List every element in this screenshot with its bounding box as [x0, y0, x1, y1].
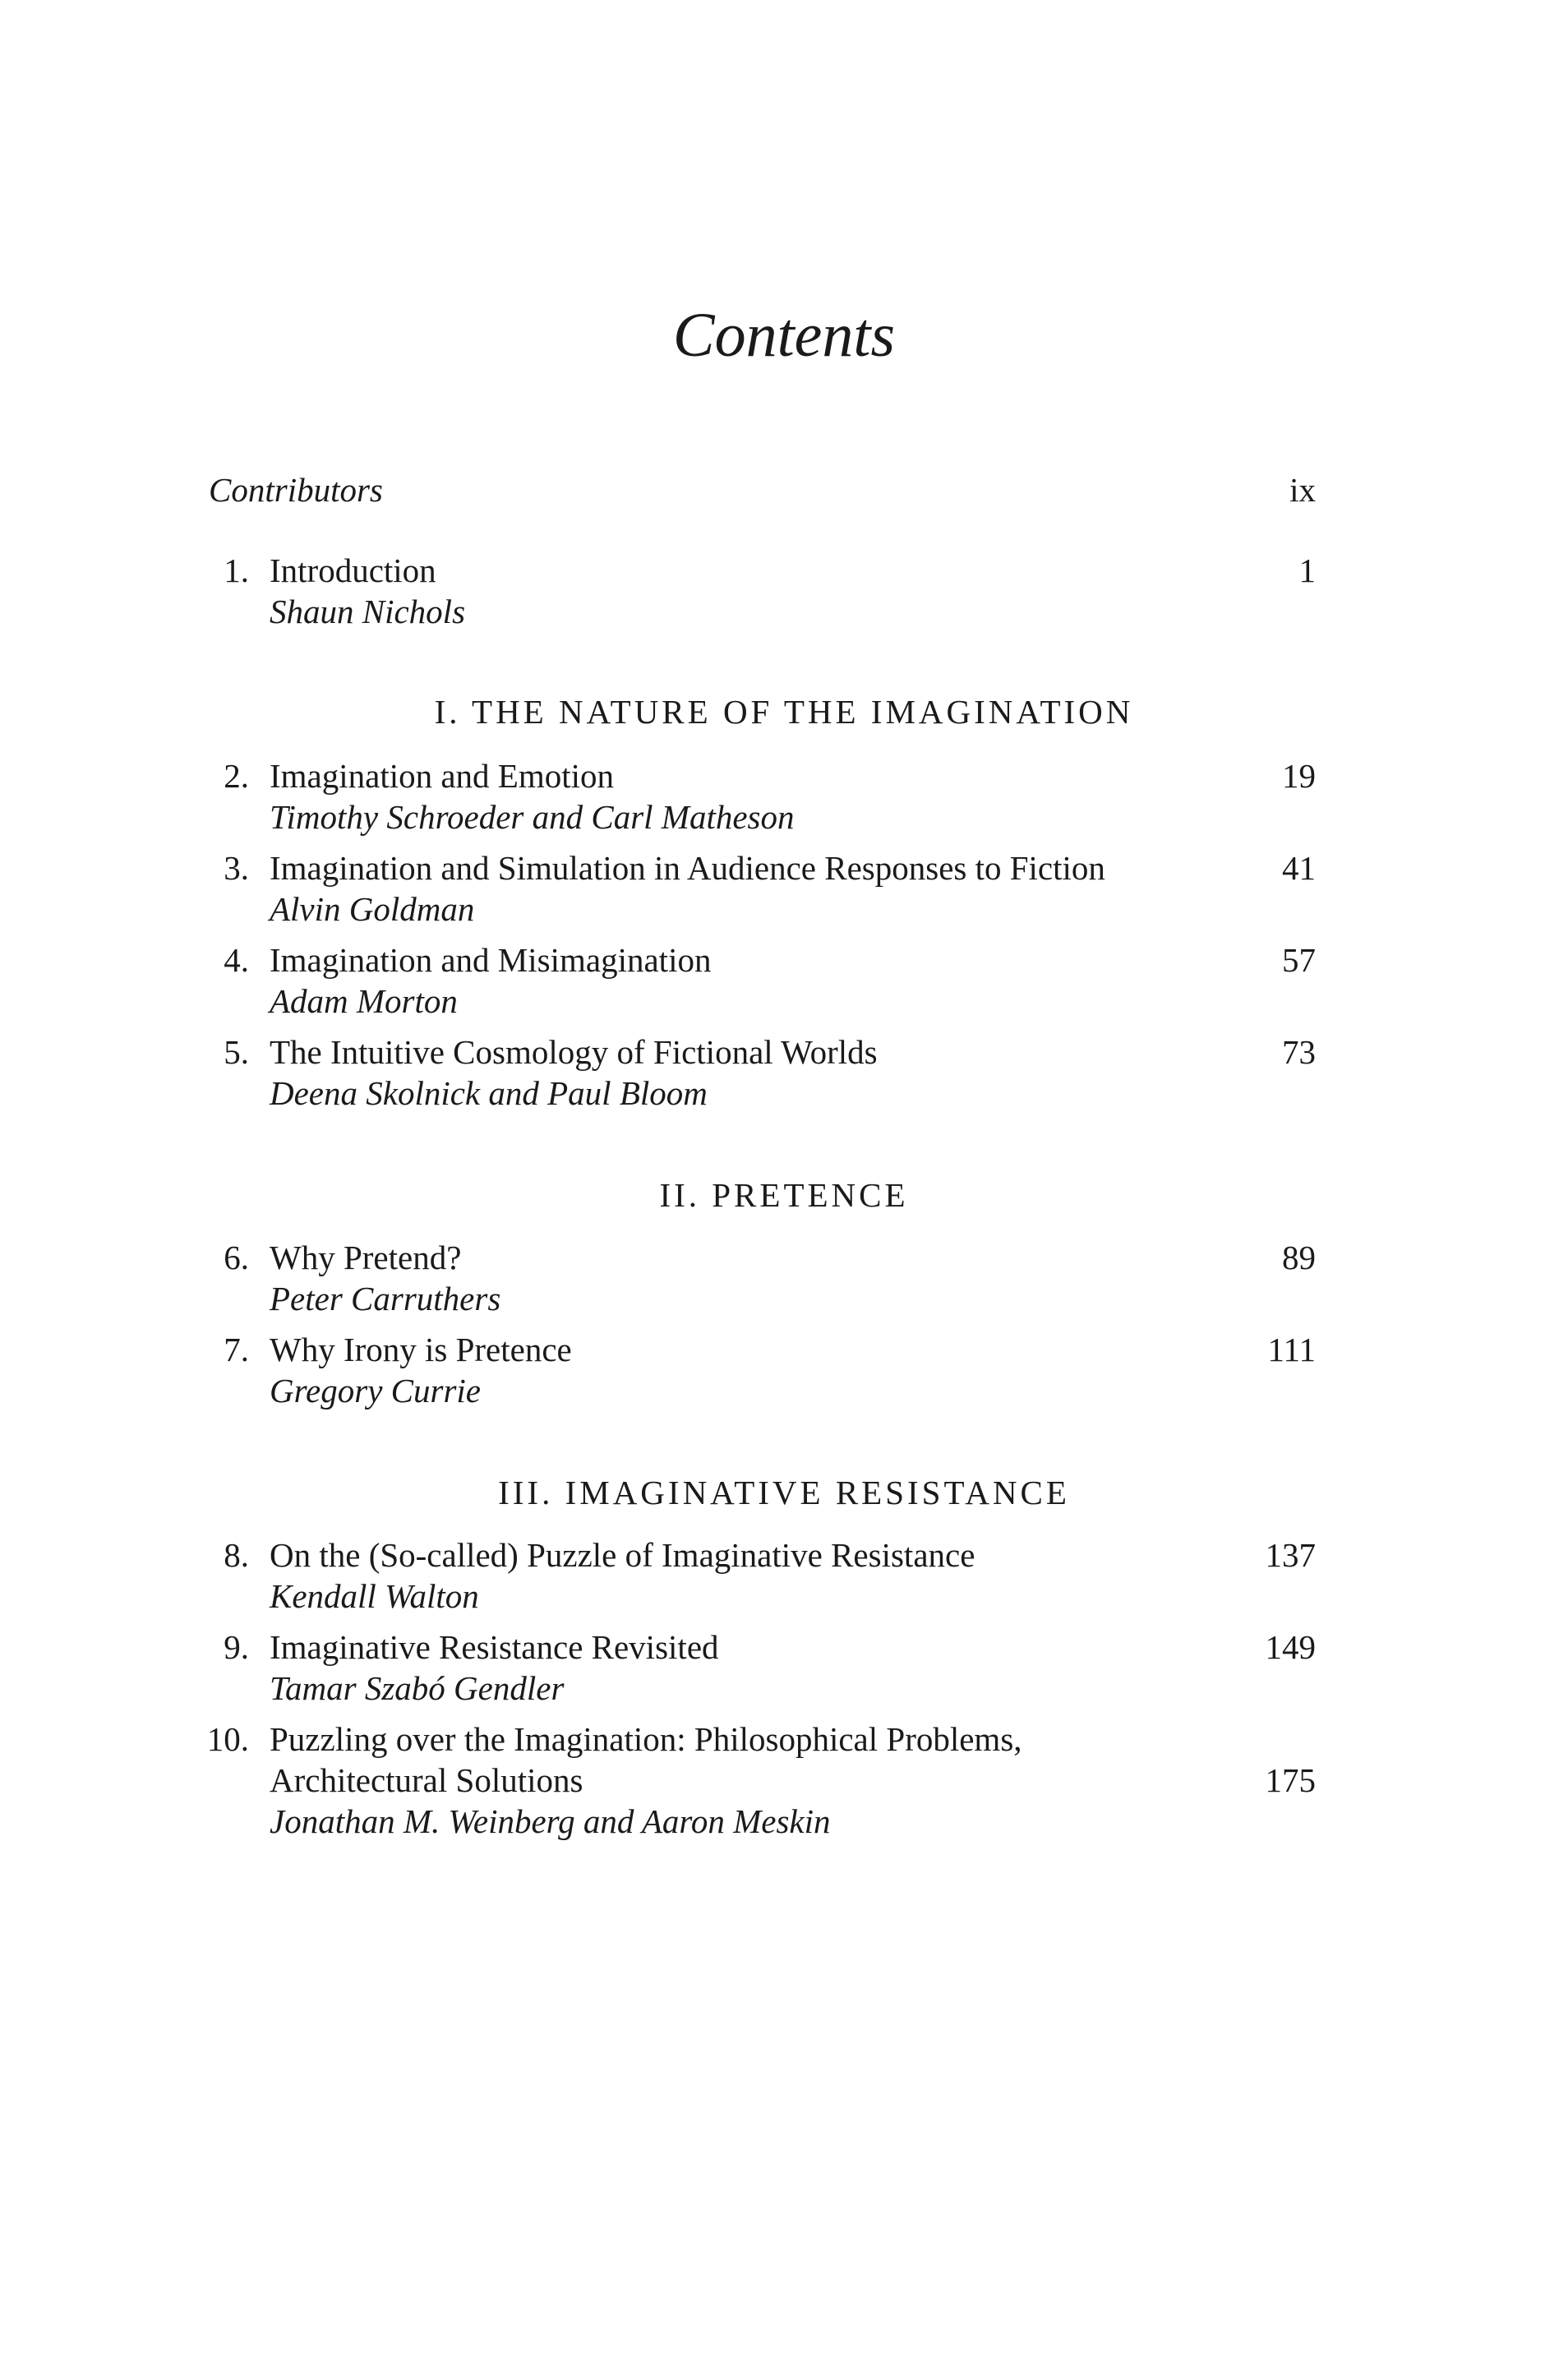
chapter-title-line-2: Architectural Solutions — [270, 1761, 583, 1799]
chapter-page: 111 — [1267, 1331, 1316, 1368]
chapter-author: Tamar Szabó Gendler — [270, 1669, 565, 1707]
chapter-title: Imaginative Resistance Revisited — [270, 1628, 719, 1666]
chapter-author: Gregory Currie — [270, 1372, 481, 1409]
chapter-title: On the (So-called) Puzzle of Imaginative Resistance — [270, 1536, 975, 1574]
toc-entry-10[interactable] — [0, 1718, 1568, 1760]
chapter-page: 41 — [1282, 849, 1316, 887]
chapter-page: 149 — [1265, 1628, 1316, 1666]
chapter-page: 73 — [1282, 1033, 1316, 1071]
toc-contributors[interactable] — [0, 468, 1568, 511]
chapter-number: 1. — [224, 551, 249, 589]
chapter-author: Jonathan M. Weinberg and Aaron Meskin — [270, 1802, 831, 1840]
part-heading-3: III. IMAGINATIVE RESISTANCE — [498, 1474, 1070, 1511]
chapter-title: Introduction — [270, 551, 436, 589]
part-heading-1: I. THE NATURE OF THE IMAGINATION — [434, 693, 1134, 731]
chapter-author: Peter Carruthers — [270, 1280, 501, 1317]
chapter-title-line-1: Puzzling over the Imagination: Philosophical Problems, — [270, 1720, 1022, 1758]
chapter-title: Why Pretend? — [270, 1239, 462, 1276]
chapter-page: 19 — [1282, 757, 1316, 795]
chapter-number: 3. — [224, 849, 249, 887]
chapter-number: 8. — [224, 1536, 249, 1574]
toc-entry-1[interactable] — [0, 549, 1568, 592]
chapter-number: 6. — [224, 1239, 249, 1276]
toc-entry-9[interactable] — [0, 1626, 1568, 1668]
chapter-title: Imagination and Simulation in Audience Responses to Fiction — [270, 849, 1105, 887]
chapter-page: 137 — [1265, 1536, 1316, 1574]
chapter-title: Imagination and Misimagination — [270, 941, 712, 979]
toc-entry-8[interactable] — [0, 1534, 1568, 1576]
chapter-author: Adam Morton — [270, 982, 458, 1020]
toc-entry-7[interactable] — [0, 1328, 1568, 1371]
chapter-number: 9. — [224, 1628, 249, 1666]
chapter-number: 7. — [224, 1331, 249, 1368]
chapter-number: 2. — [224, 757, 249, 795]
toc-entry-6[interactable] — [0, 1236, 1568, 1279]
chapter-number: 4. — [224, 941, 249, 979]
chapter-number: 10. — [206, 1720, 249, 1758]
chapter-author: Kendall Walton — [270, 1577, 479, 1615]
chapter-author: Timothy Schroeder and Carl Matheson — [270, 798, 795, 836]
chapter-author: Shaun Nichols — [270, 593, 466, 630]
chapter-page: 89 — [1282, 1239, 1316, 1276]
toc-entry-4[interactable] — [0, 939, 1568, 981]
toc-entry-3[interactable] — [0, 847, 1568, 889]
chapter-title: Why Irony is Pretence — [270, 1331, 572, 1368]
chapter-title: Imagination and Emotion — [270, 757, 615, 795]
page-title: Contents — [672, 301, 896, 370]
chapter-author: Alvin Goldman — [270, 890, 475, 928]
chapter-page: 1 — [1298, 551, 1316, 589]
toc-entry-2[interactable] — [0, 754, 1568, 797]
contributors-label: Contributors — [209, 471, 383, 509]
chapter-page: 57 — [1282, 941, 1316, 979]
chapter-author: Deena Skolnick and Paul Bloom — [270, 1074, 708, 1112]
contributors-page: ix — [1289, 471, 1316, 509]
chapter-page: 175 — [1265, 1761, 1316, 1799]
part-heading-2: II. PRETENCE — [659, 1176, 909, 1214]
toc-entry-5[interactable] — [0, 1031, 1568, 1073]
chapter-title: The Intuitive Cosmology of Fictional Worlds — [270, 1033, 878, 1071]
chapter-number: 5. — [224, 1033, 249, 1071]
